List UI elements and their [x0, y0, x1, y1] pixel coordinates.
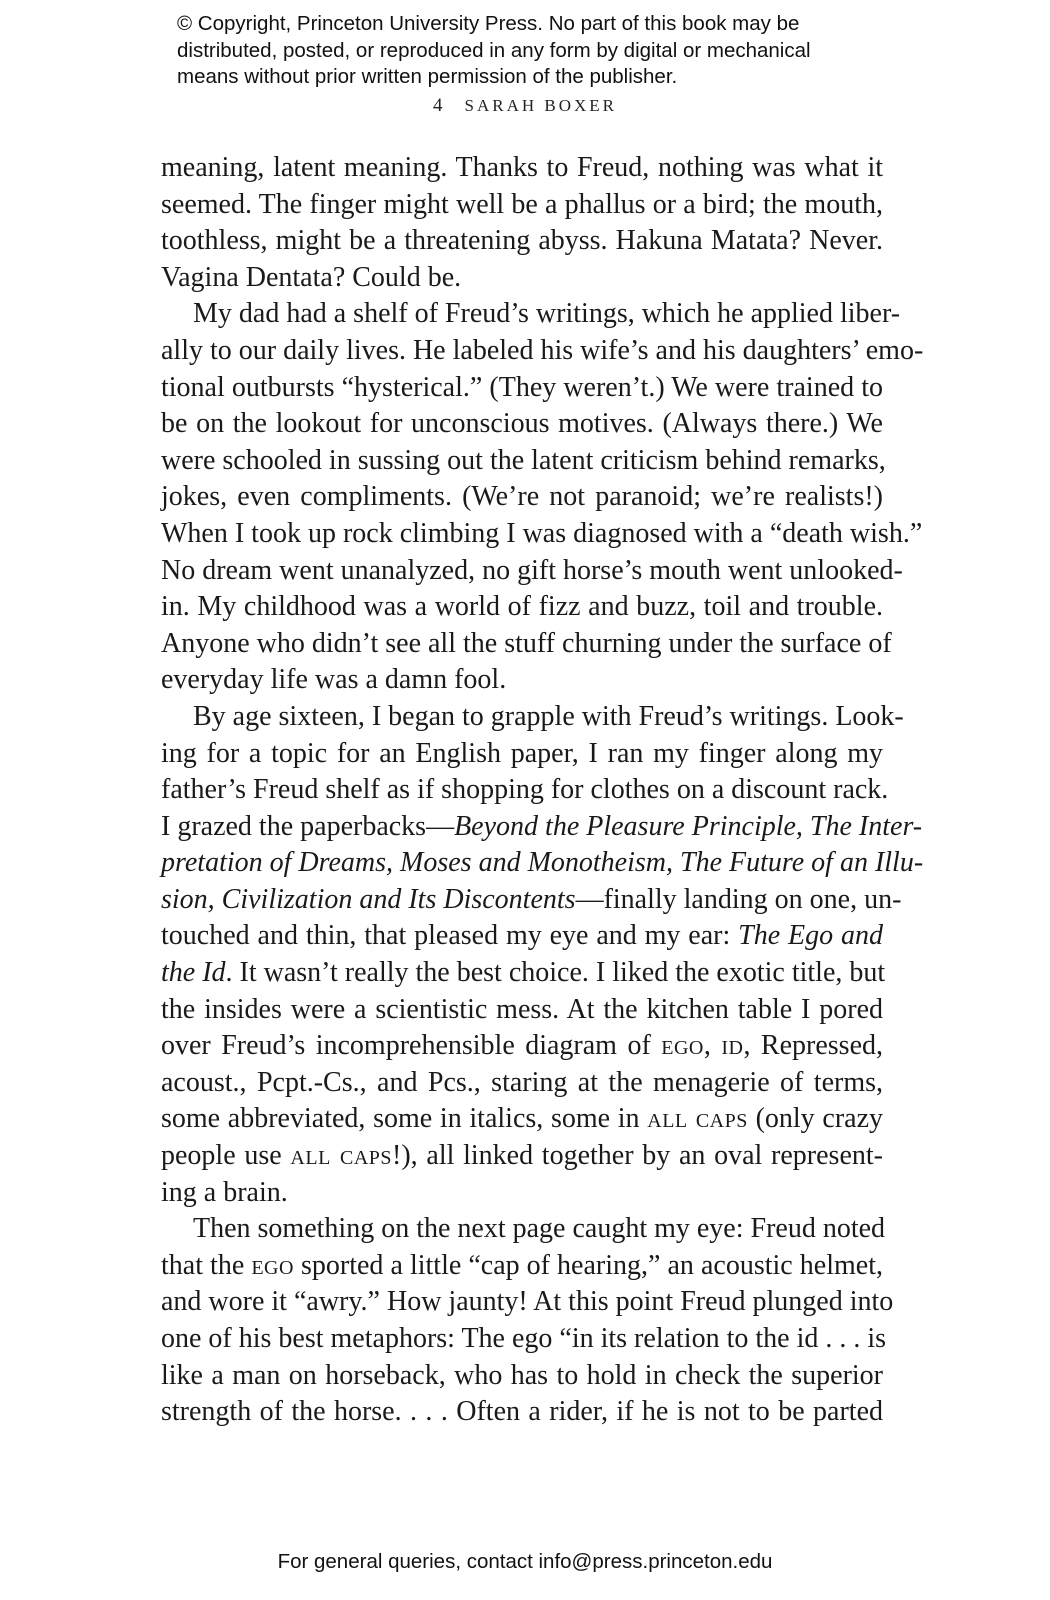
text-line: ing for a topic for an English paper, I ran my finger along my: [161, 737, 883, 769]
book-title: The Ego and: [738, 920, 883, 952]
text-line: [161, 1248, 883, 1285]
text-line: acoust., Pcpt.-Cs., and Pcs., staring at the menagerie of terms,: [161, 1066, 883, 1098]
text-run: I grazed the paperbacks—: [161, 810, 455, 842]
text-line: everyday life was a damn fool.: [161, 664, 507, 696]
text-line: [161, 918, 883, 955]
text-run: over Freud’s incomprehensible diagram of: [161, 1030, 662, 1062]
text-line: like a man on horseback, who has to hold in check the superior: [161, 1359, 883, 1391]
text-line: strength of the horse. . . . Often a rider, if he is not to be parted: [161, 1396, 883, 1428]
text-run: some abbreviated, some in italics, some in: [161, 1103, 648, 1135]
text-run: that the: [161, 1249, 252, 1281]
small-caps-term: all caps: [290, 1140, 393, 1172]
small-caps-term: ego: [251, 1249, 294, 1281]
text-line: ing a brain.: [161, 1176, 288, 1208]
text-line: My dad had a shelf of Freud’s writings, which he applied liber-: [193, 298, 901, 330]
text-line: [161, 1138, 883, 1175]
copyright-notice: [177, 11, 877, 91]
text-run: people use: [161, 1140, 291, 1172]
text-line: [161, 809, 923, 846]
text-line: one of his best metaphors: The ego “in its relation to the id . . . is: [161, 1323, 887, 1354]
text-line: in. My childhood was a world of fizz and buzz, toil and trouble.: [161, 591, 883, 623]
small-caps-term: all caps: [647, 1103, 748, 1135]
small-caps-term: ego: [661, 1030, 704, 1062]
text-line: [161, 955, 886, 992]
copyright-line: means without prior written permission of the publisher.: [177, 65, 678, 88]
text-line: ally to our daily lives. He labeled his wife’s and his daughters’ emo-: [161, 334, 924, 366]
book-title: Beyond the Pleasure Principle, The Inter-: [454, 810, 923, 842]
running-head: [0, 95, 1050, 117]
text-run: !), all linked together by an oval represent-: [392, 1140, 883, 1172]
text-line: jokes, even compliments. (We’re not paranoid; we’re realists!): [161, 481, 883, 513]
text-line: Then something on the next page caught my eye: Freud noted: [193, 1213, 886, 1245]
footer-contact: For general queries, contact info@press.princeton.edu: [277, 1550, 773, 1573]
text-line: By age sixteen, I began to grapple with Freud’s writings. Look-: [193, 700, 904, 732]
text-line: and wore it “awry.” How jaunty! At this point Freud plunged into: [161, 1286, 894, 1318]
text-run: sported a little “cap of hearing,” an acoustic helmet,: [293, 1249, 883, 1281]
text-run: ,: [703, 1030, 722, 1062]
body-text: [161, 150, 924, 1431]
text-line: seemed. The finger might well be a phallus or a bird; the mouth,: [161, 188, 883, 220]
text-line: [161, 1028, 883, 1065]
text-run: . It wasn’t really the best choice. I liked the exotic title, but: [225, 957, 886, 989]
text-line: toothless, might be a threatening abyss. Hakuna Matata? Never.: [161, 225, 883, 257]
book-title: pretation of Dreams, Moses and Monotheism, The Future of an Illu-: [161, 847, 924, 879]
copyright-line: © Copyright, Princeton University Press. No part of this book may be: [177, 12, 800, 35]
text-line: tional outbursts “hysterical.” (They weren’t.) We were trained to: [161, 371, 883, 403]
text-line: [161, 845, 924, 882]
text-line: be on the lookout for unconscious motives. (Always there.) We: [161, 408, 883, 440]
text-line: father’s Freud shelf as if shopping for clothes on a discount rack.: [161, 774, 889, 806]
text-line: were schooled in sussing out the latent criticism behind remarks,: [161, 444, 886, 476]
text-line: meaning, latent meaning. Thanks to Freud, nothing was what it: [161, 152, 883, 183]
text-line: the insides were a scientistic mess. At the kitchen table I pored: [161, 993, 883, 1025]
text-line: [161, 882, 902, 919]
text-line: When I took up rock climbing I was diagnosed with a “death wish.”: [161, 517, 923, 549]
text-run: —finally landing on one, un-: [575, 883, 902, 915]
text-line: [161, 1101, 883, 1138]
text-run: , Repressed,: [743, 1030, 884, 1062]
text-line: No dream went unanalyzed, no gift horse’s mouth went unlooked-: [161, 554, 903, 586]
book-title: sion, Civilization and Its Discontents: [161, 883, 576, 915]
small-caps-term: id: [721, 1030, 744, 1062]
book-title: the Id: [161, 957, 226, 989]
text-run: (only crazy: [747, 1103, 883, 1135]
text-run: touched and thin, that pleased my eye and my ear:: [161, 920, 739, 952]
running-head-author: SARAH BOXER: [464, 96, 617, 115]
copyright-line: distributed, posted, or reproduced in any form by digital or mechanical: [177, 38, 811, 62]
page-number: 4: [433, 95, 443, 116]
text-line: Anyone who didn’t see all the stuff churning under the surface of: [161, 627, 892, 659]
text-line: Vagina Dentata? Could be.: [161, 261, 462, 293]
